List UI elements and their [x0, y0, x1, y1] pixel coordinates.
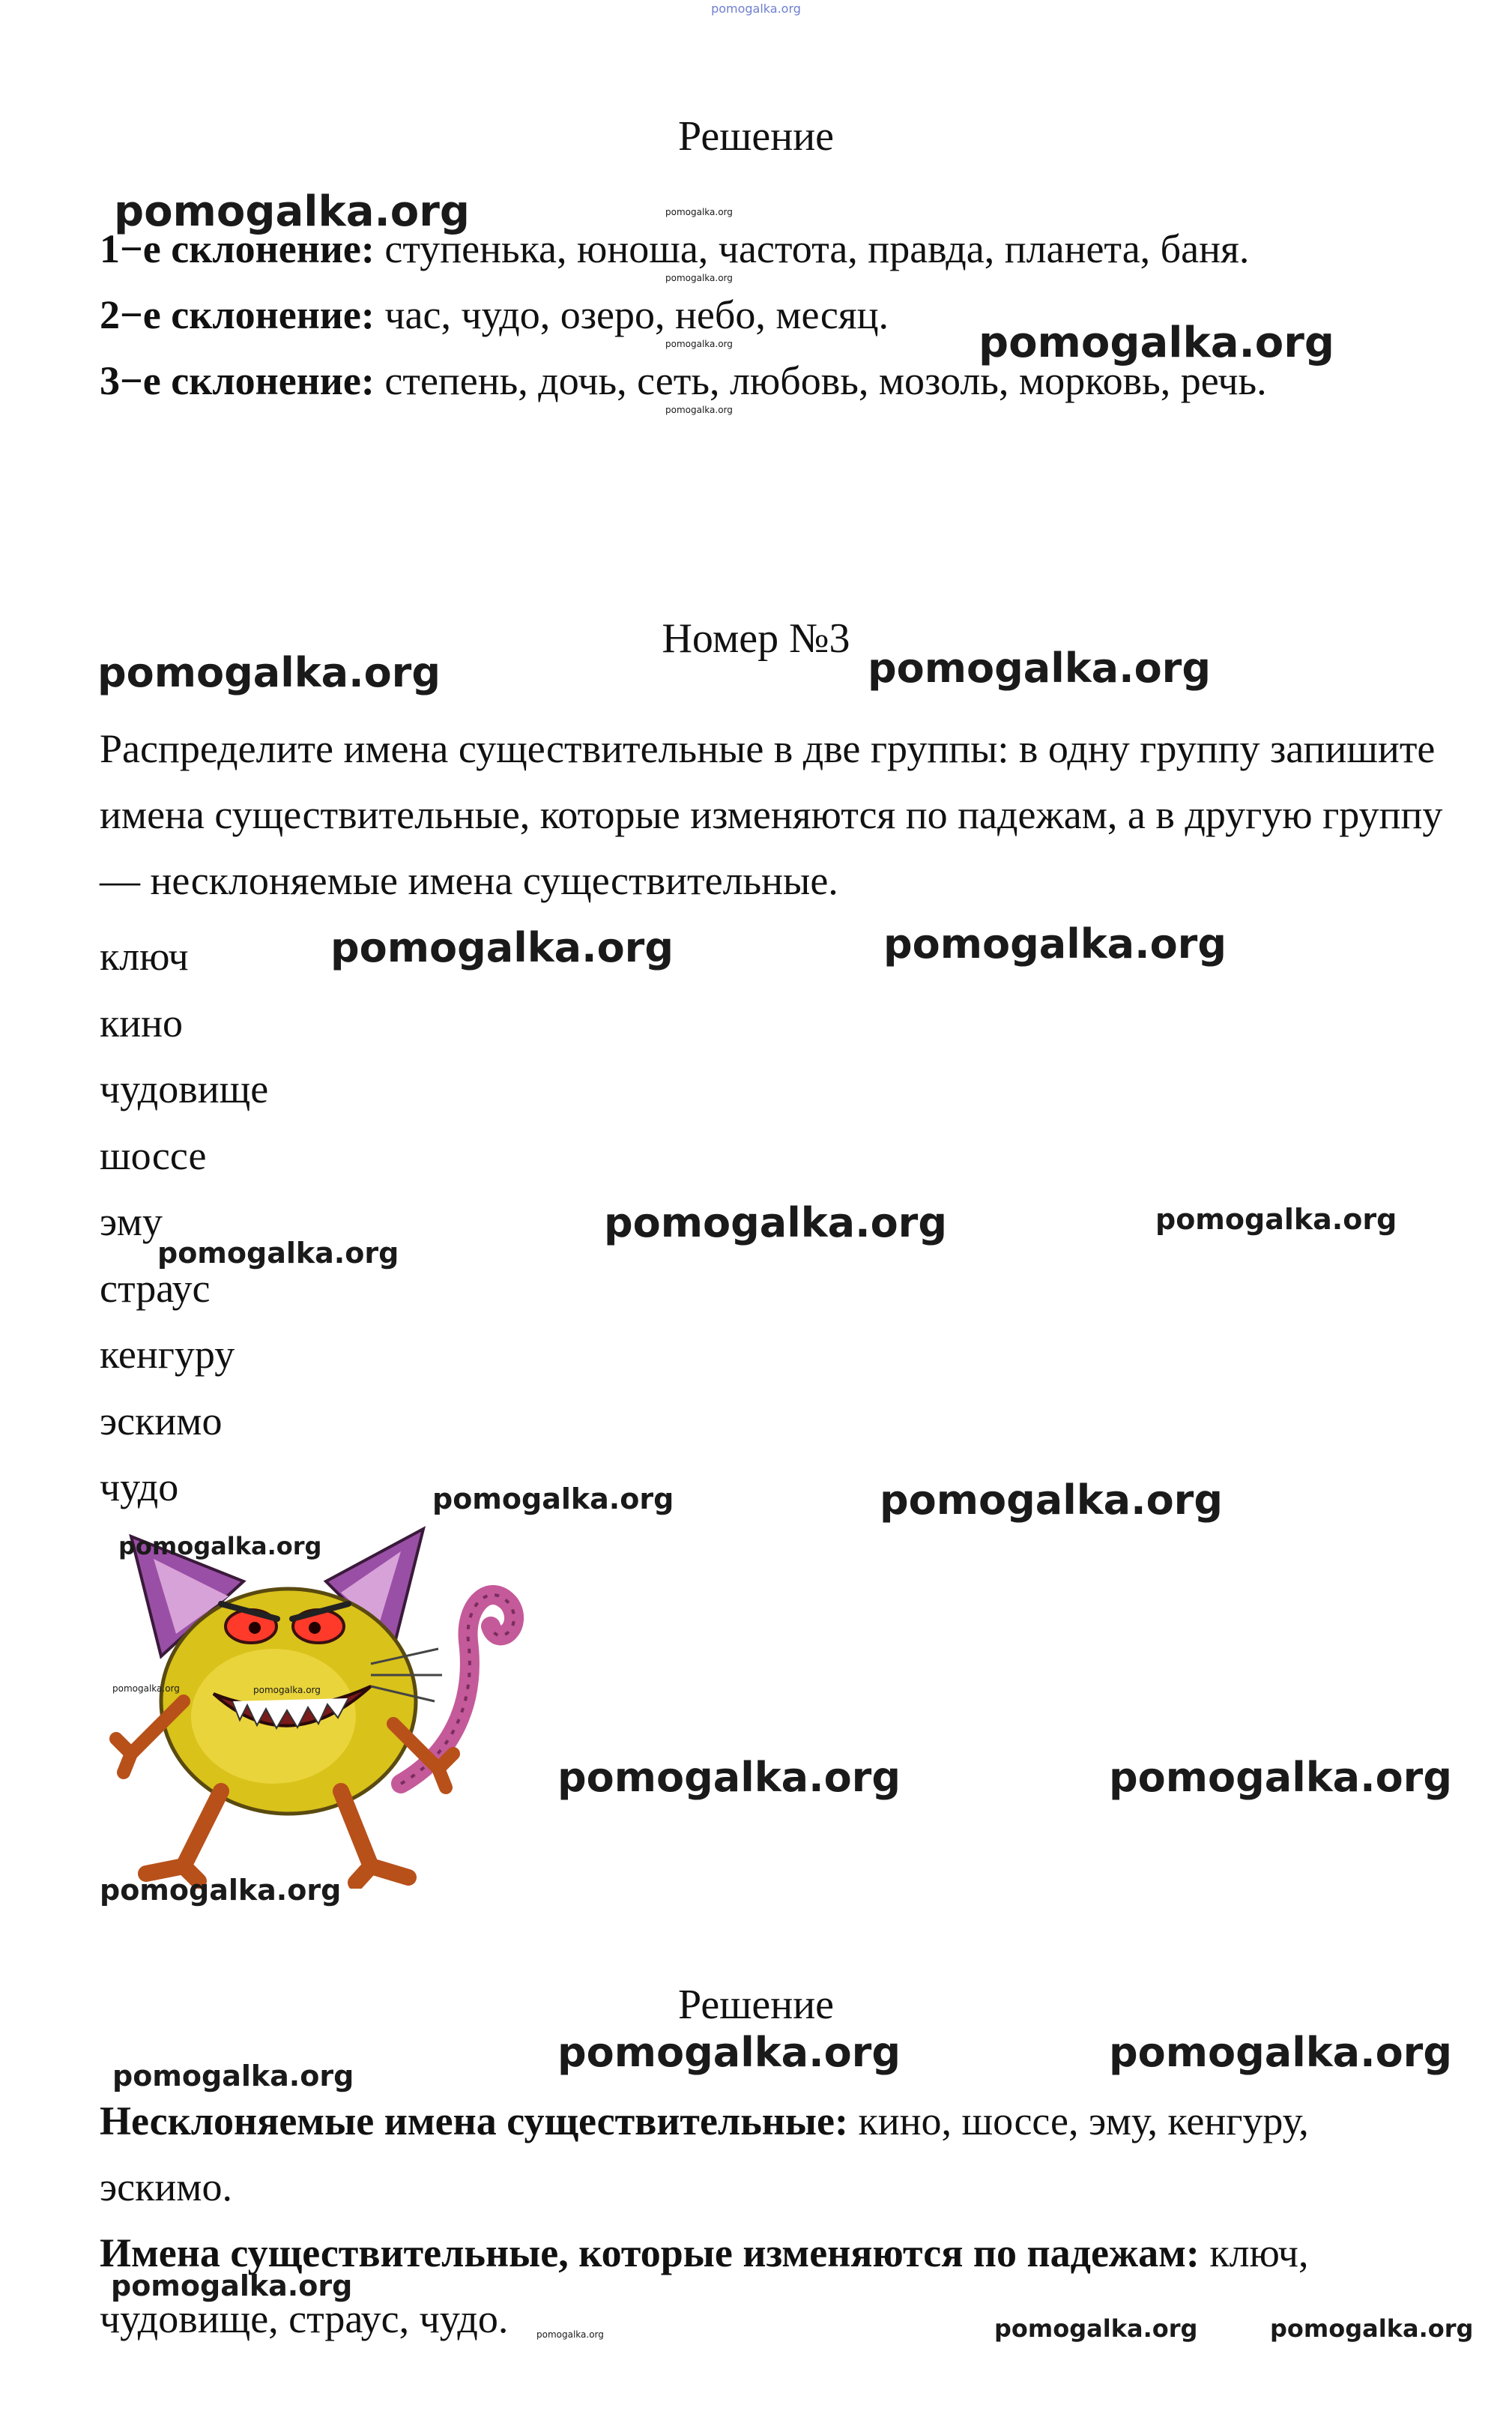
- top-watermark: pomogalka.org: [711, 1, 801, 16]
- watermark: pomogalka.org: [114, 187, 470, 236]
- declension-line-2: [100, 292, 889, 337]
- monster-left-pupil: [249, 1622, 261, 1634]
- answer-declinable-text: ключ, чудовище, страус, чудо.: [100, 2230, 1309, 2341]
- watermark: pomogalka.org: [112, 1683, 180, 1694]
- watermark: pomogalka.org: [432, 1482, 674, 1515]
- list-item: шоссе: [100, 1132, 207, 1178]
- declension-label-1: 1−е склонение:: [100, 226, 375, 271]
- watermark: pomogalka.org: [665, 207, 733, 217]
- list-item: эму: [100, 1199, 163, 1244]
- list-item: кино: [100, 1000, 184, 1045]
- solution-heading-1: Решение: [677, 113, 835, 160]
- watermark: pomogalka.org: [557, 1754, 901, 1801]
- word-list: [100, 923, 268, 1521]
- declension-label-3: 3−е склонение:: [100, 358, 375, 403]
- watermark: pomogalka.org: [868, 645, 1211, 692]
- watermark: pomogalka.org: [157, 1237, 399, 1270]
- declension-text-3: степень, дочь, сеть, любовь, мозоль, морковь, речь.: [374, 358, 1267, 403]
- list-item: кенгуру: [100, 1332, 235, 1377]
- list-item: чудо: [100, 1464, 179, 1509]
- answer-indeclinable-label: Несклоняемые имена существительные:: [100, 2098, 848, 2143]
- watermark: pomogalka.org: [112, 2060, 354, 2092]
- declension-text-1: ступенька, юноша, частота, правда, планета, баня.: [374, 226, 1250, 271]
- declension-line-3: [100, 360, 1267, 401]
- watermark: pomogalka.org: [118, 1532, 322, 1560]
- watermark: pomogalka.org: [330, 924, 674, 971]
- watermark: pomogalka.org: [604, 1199, 947, 1246]
- watermark: pomogalka.org: [100, 1874, 342, 1907]
- watermark: pomogalka.org: [880, 1476, 1223, 1524]
- answer-indeclinable-text: кино, шоссе, эму, кенгуру, эскимо.: [100, 2098, 1309, 2209]
- list-item: чудовище: [100, 1066, 269, 1111]
- answer-declinable: [100, 2220, 1418, 2352]
- watermark: pomogalka.org: [979, 319, 1334, 367]
- monster-left-leg: [146, 1791, 221, 1881]
- watermark: pomogalka.org: [883, 920, 1227, 968]
- watermark: pomogalka.org: [97, 649, 441, 696]
- solution-heading-2: Решение: [677, 1982, 835, 2028]
- monster-right-leg: [341, 1791, 408, 1883]
- watermark: pomogalka.org: [536, 2329, 604, 2340]
- watermark: pomogalka.org: [1109, 2029, 1452, 2076]
- watermark: pomogalka.org: [557, 2029, 901, 2076]
- declension-label-2: 2−е склонение:: [100, 292, 375, 337]
- watermark: pomogalka.org: [665, 405, 733, 415]
- watermark: pomogalka.org: [1270, 2314, 1474, 2343]
- watermark: pomogalka.org: [253, 1685, 321, 1695]
- watermark: pomogalka.org: [1155, 1203, 1397, 1236]
- declension-text-2: час, чудо, озеро, небо, месяц.: [374, 292, 889, 337]
- watermark: pomogalka.org: [111, 2269, 353, 2302]
- monster-right-pupil: [309, 1622, 321, 1634]
- watermark: pomogalka.org: [665, 339, 733, 349]
- list-item: ключ: [100, 934, 189, 979]
- declension-line-1: [100, 226, 1250, 271]
- list-item: эскимо: [100, 1398, 223, 1443]
- monster-illustration: [101, 1514, 551, 1889]
- exercise-task: Распределите имена существительные в две группы: в одну группу запишите имена существительные, которые изменяются по падежам, а в другую группу — несклоняемые имена существительные.: [100, 726, 1443, 903]
- watermark: pomogalka.org: [994, 2314, 1198, 2343]
- list-item: страус: [100, 1265, 211, 1311]
- watermark: pomogalka.org: [1109, 1754, 1452, 1801]
- exercise-number-heading: Номер №3: [662, 615, 850, 662]
- watermark: pomogalka.org: [665, 273, 733, 283]
- answer-declinable-label: Имена существительные, которые изменяются по падежам:: [100, 2230, 1200, 2275]
- answer-indeclinable: [100, 2088, 1418, 2220]
